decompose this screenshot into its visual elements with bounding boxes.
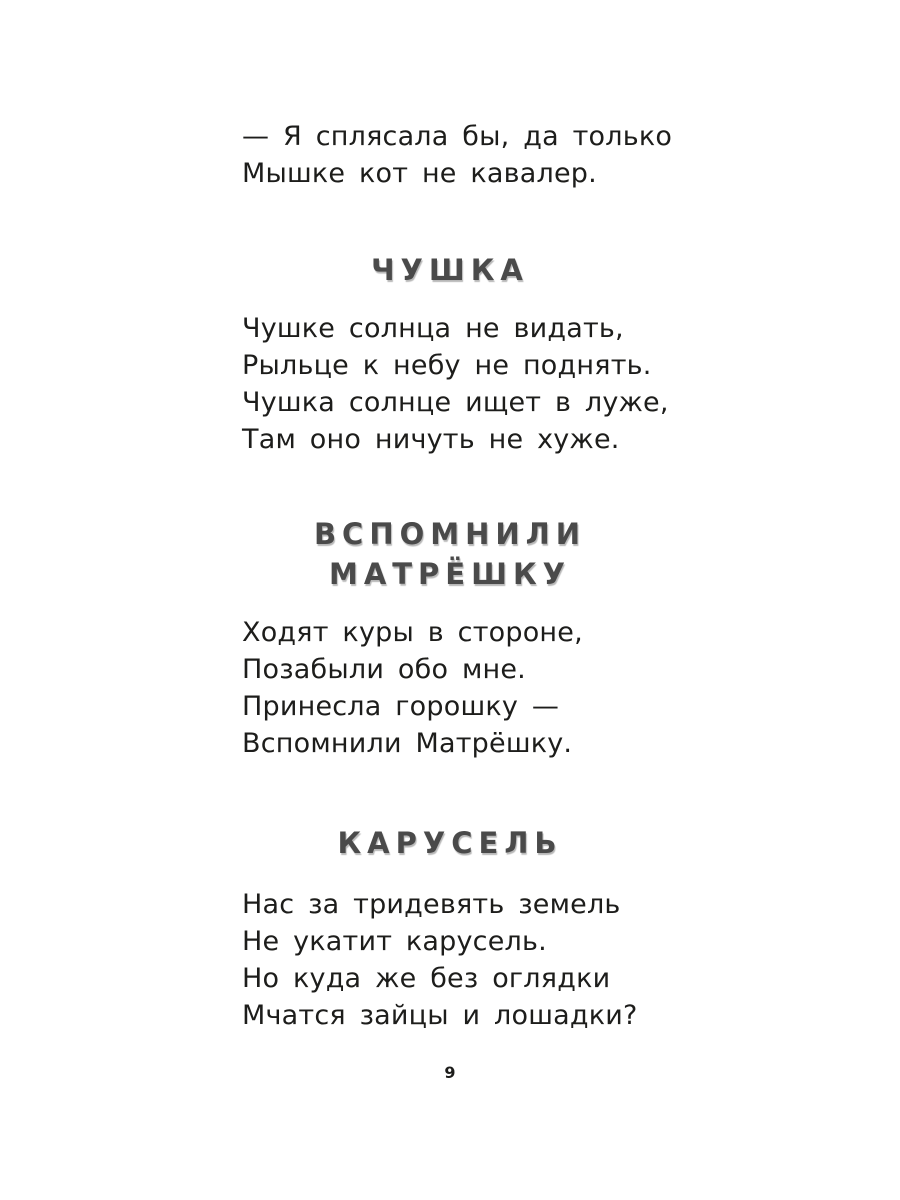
- verse-line: Но куда же без оглядки: [242, 963, 611, 994]
- verse-line: Рыльце к небу не поднять.: [242, 350, 652, 381]
- poem-title-karusel: [0, 823, 900, 863]
- poem-karusel-verse: [242, 886, 638, 1034]
- poem-title-line: МАТРЁШКУ: [328, 557, 572, 591]
- verse-line: Чушка солнце ищет в луже,: [242, 387, 669, 418]
- verse-line: Там оно ничуть не хуже.: [242, 424, 620, 455]
- verse-line: — Я сплясала бы, да только: [242, 121, 673, 152]
- verse-line: Нас за тридевять земель: [242, 889, 621, 920]
- poem-title-line: ВСПОМНИЛИ: [313, 517, 587, 551]
- poem-title-line: КАРУСЕЛЬ: [337, 826, 563, 860]
- page-number: 9: [444, 1063, 456, 1082]
- verse-line: Мышке кот не кавалер.: [242, 158, 597, 189]
- poem-title-line: ЧУШКА: [371, 253, 529, 287]
- poem-matreshka-verse: [242, 614, 583, 762]
- verse-line: Вспомнили Матрёшку.: [242, 728, 573, 759]
- verse-line: Ходят куры в стороне,: [242, 617, 583, 648]
- intro-verse: [242, 118, 672, 192]
- verse-line: Позабыли обо мне.: [242, 654, 526, 685]
- verse-line: Мчатся зайцы и лошадки?: [242, 1000, 638, 1031]
- poem-chushka-verse: [242, 310, 669, 458]
- poem-title-vspomnili-matreshku: [0, 514, 900, 594]
- verse-line: Чушке солнца не видать,: [242, 313, 624, 344]
- verse-line: Принесла горошку —: [242, 691, 560, 722]
- verse-line: Не укатит карусель.: [242, 926, 547, 957]
- poem-title-chushka: [0, 250, 900, 290]
